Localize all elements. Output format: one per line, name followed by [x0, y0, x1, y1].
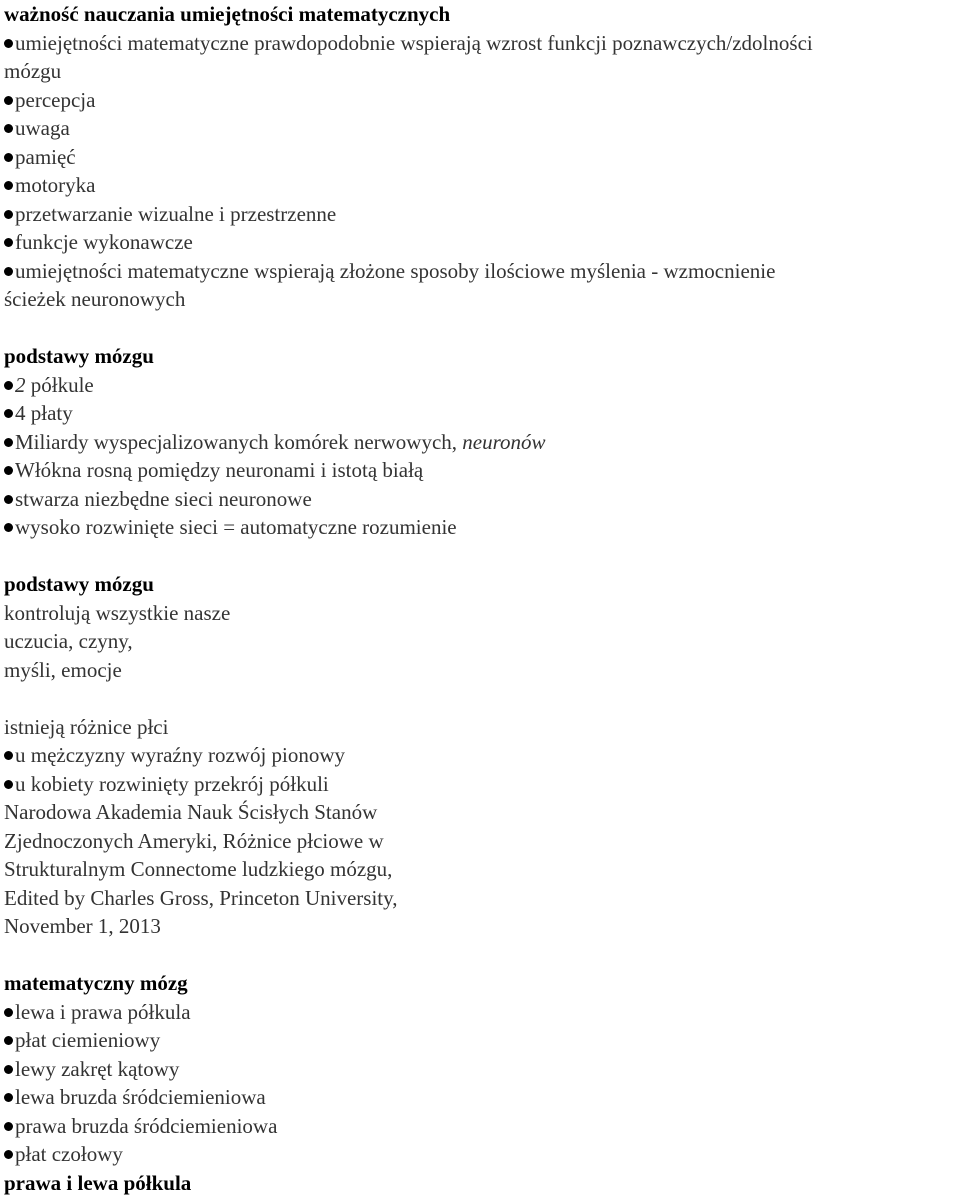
- bullet-icon: [4, 1036, 13, 1045]
- list-item: wysoko rozwinięte sieci = automatyczne rozumienie: [4, 513, 457, 541]
- bullet-icon: [4, 238, 13, 247]
- bullet-icon: [4, 751, 13, 760]
- list-item: umiejętności matematyczne wspierają złożone sposoby ilościowe myślenia - wzmocnienie: [4, 257, 775, 285]
- list-item: lewa bruzda śródciemieniowa: [4, 1083, 266, 1111]
- list-item: uwaga: [4, 114, 70, 142]
- list-item: u kobiety rozwinięty przekrój półkuli: [4, 770, 329, 798]
- list-item: płat czołowy: [4, 1140, 123, 1168]
- list-item: lewy zakręt kątowy: [4, 1055, 179, 1083]
- bullet-icon: [4, 381, 13, 390]
- list-item: prawa bruzda śródciemieniowa: [4, 1112, 277, 1140]
- list-item-continuation: mózgu: [4, 59, 62, 83]
- bullet-icon: [4, 153, 13, 162]
- list-item: Włókna rosną pomiędzy neuronami i istotą białą: [4, 456, 423, 484]
- list-item: percepcja: [4, 86, 95, 114]
- bullet-icon: [4, 96, 13, 105]
- section-title: matematyczny mózg: [4, 971, 188, 995]
- list-item: Miliardy wyspecjalizowanych komórek nerwowych, neuronów: [4, 428, 546, 456]
- bullet-icon: [4, 124, 13, 133]
- section-title: prawa i lewa półkula: [4, 1171, 192, 1195]
- list-item: płat ciemieniowy: [4, 1026, 160, 1054]
- bullet-icon: [4, 1093, 13, 1102]
- bullet-icon: [4, 780, 13, 789]
- citation-line: Strukturalnym Connectome ludzkiego mózgu,: [4, 857, 393, 881]
- citation-line: November 1, 2013: [4, 914, 161, 938]
- section-title: podstawy mózgu: [4, 344, 154, 368]
- section-title: podstawy mózgu: [4, 572, 154, 596]
- bullet-icon: [4, 1065, 13, 1074]
- text-line: uczucia, czyny,: [4, 629, 133, 653]
- bullet-icon: [4, 1150, 13, 1159]
- bullet-icon: [4, 210, 13, 219]
- bullet-icon: [4, 495, 13, 504]
- list-item: przetwarzanie wizualne i przestrzenne: [4, 200, 336, 228]
- list-item: stwarza niezbędne sieci neuronowe: [4, 485, 312, 513]
- list-item-continuation: ścieżek neuronowych: [4, 287, 186, 311]
- bullet-icon: [4, 181, 13, 190]
- text-line: kontrolują wszystkie nasze: [4, 601, 231, 625]
- bullet-icon: [4, 267, 13, 276]
- list-item: 4 płaty: [4, 399, 73, 427]
- list-item: 2 półkule: [4, 371, 94, 399]
- bullet-icon: [4, 466, 13, 475]
- section-title: ważność nauczania umiejętności matematycznych: [4, 2, 451, 26]
- list-item: pamięć: [4, 143, 76, 171]
- list-item: funkcje wykonawcze: [4, 228, 193, 256]
- citation-line: Narodowa Akademia Nauk Ścisłych Stanów: [4, 800, 378, 824]
- list-item: lewa i prawa półkula: [4, 998, 191, 1026]
- section-title: istnieją różnice płci: [4, 715, 169, 739]
- citation-line: Edited by Charles Gross, Princeton University,: [4, 886, 398, 910]
- text-line: myśli, emocje: [4, 658, 122, 682]
- list-item: u mężczyzny wyraźny rozwój pionowy: [4, 741, 345, 769]
- list-item: motoryka: [4, 171, 95, 199]
- bullet-icon: [4, 523, 13, 532]
- bullet-icon: [4, 1008, 13, 1017]
- citation-line: Zjednoczonych Ameryki, Różnice płciowe w: [4, 829, 384, 853]
- bullet-icon: [4, 438, 13, 447]
- list-item: umiejętności matematyczne prawdopodobnie wspierają wzrost funkcji poznawczych/zdolności: [4, 29, 813, 57]
- bullet-icon: [4, 409, 13, 418]
- bullet-icon: [4, 39, 13, 48]
- bullet-icon: [4, 1122, 13, 1131]
